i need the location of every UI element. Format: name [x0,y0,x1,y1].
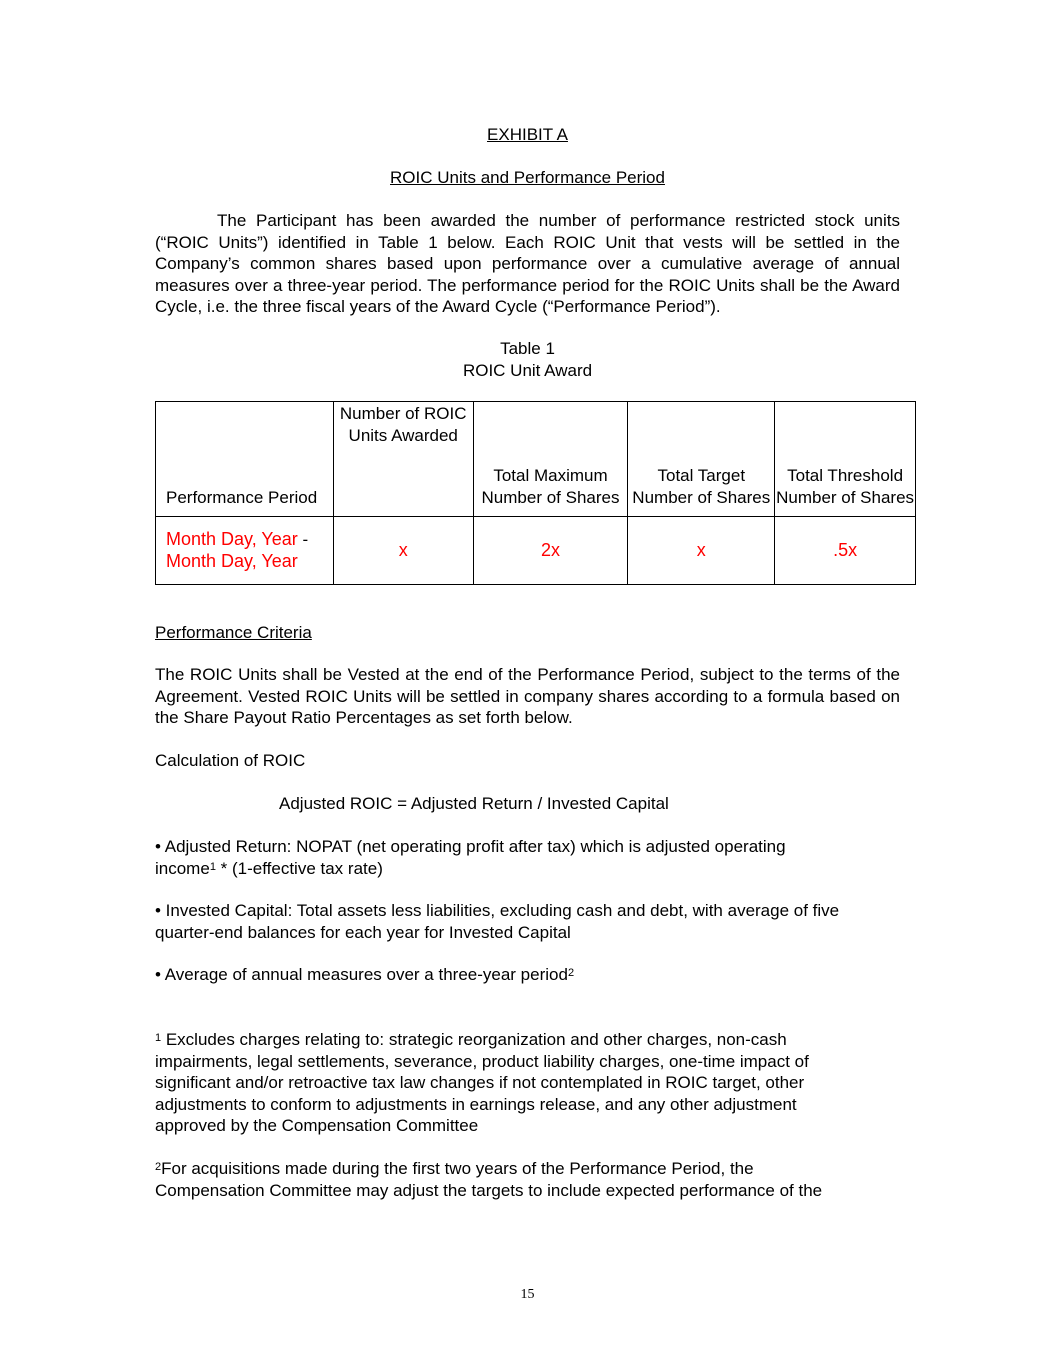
footnote-2-mark: 2 [155,1161,162,1173]
bullet-average-measures: • Average of annual measures over a three-year period$^2$ [155,965,575,984]
exhibit-title: EXHIBIT A [487,125,568,144]
header-threshold-shares: Total Threshold Number of Shares [775,402,916,517]
calculation-heading: Calculation of ROIC [155,751,306,770]
table-caption [155,338,900,381]
cell-target-shares: x [628,517,775,585]
exhibit-subtitle: ROIC Units and Performance Period [390,168,665,187]
header-performance-period: Performance Period [156,402,334,517]
footnote-2: $^2$For acquisitions made during the first two years of the Performance Period, the Compensation Committee may adjust the targets to include expected performance of the [155,1159,823,1200]
header-units-awarded: Number of ROIC Units Awarded [333,402,473,517]
table-caption-line2: ROIC Unit Award [462,360,593,380]
roic-unit-award-table [155,401,916,585]
period-end: Month Day, Year [166,550,298,571]
bullet-invested-capital: • Invested Capital: Total assets less liabilities, excluding cash and debt, with average of five quarter-end balances for each year for Invested Capital [155,901,840,942]
cell-max-shares: 2x [473,517,628,585]
footnote-ref-1: 1 [209,860,216,873]
table-row [156,517,916,585]
header-target-shares: Total Target Number of Shares [628,402,775,517]
table-header-row [156,402,916,517]
footnote-1-mark: 1 [155,1032,162,1044]
table-caption-line1: Table 1 [500,339,555,358]
cell-threshold-shares: .5x [775,517,916,585]
footnote-1: $^1$ Excludes charges relating to: strategic reorganization and other charges, non-cash impairments, legal settlements, severance, product liability charges, one-time impact of significant and/or retroactive tax law changes if not contemplated in ROIC target, other adjustments to conform to adjustments in earnings release, and any other adjustment approved by the Compensation Committee [155,1030,809,1135]
bullet-adjusted-return: • Adjusted Return: NOPAT (net operating profit after tax) which is adjusted operating income$^1$ * (1-effective tax rate) [155,837,786,878]
cell-performance-period [156,517,334,585]
criteria-heading: Performance Criteria [155,623,312,642]
cell-units-awarded: x [333,517,473,585]
period-separator: - [297,530,309,549]
page-number: 15 [520,1287,535,1302]
intro-paragraph: The Participant has been awarded the number of performance restricted stock units (“ROIC Units”) identified in Table 1 below. Each ROIC Unit that vests will be settled in the Company’s common shares based upon performance over a cumulative average of annual measures over a three-year period. The performance period for the ROIC Units shall be the Award Cycle, i.e. the three fiscal years of the Award Cycle (“Performance Period”). [155,211,900,316]
period-start: Month Day, Year [166,529,298,549]
header-max-shares: Total Maximum Number of Shares [473,402,628,517]
roic-formula: Adjusted ROIC = Adjusted Return / Invested Capital [279,794,669,813]
criteria-paragraph: The ROIC Units shall be Vested at the end of the Performance Period, subject to the terms of the Agreement. Vested ROIC Units will be settled in company shares according to a formula based on the Share Payout Ratio Percentages as set forth below. [155,665,900,727]
footnote-ref-2: 2 [567,967,575,979]
